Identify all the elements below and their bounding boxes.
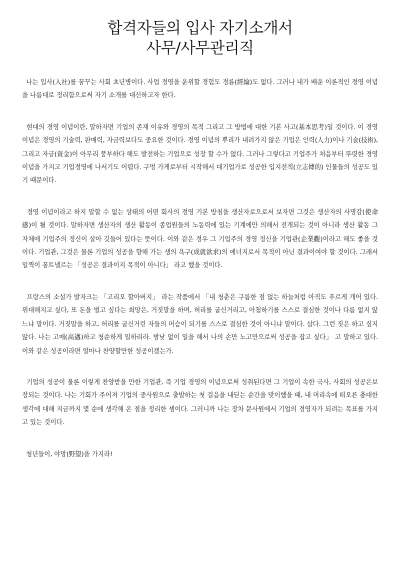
paragraph-intro: 나는 입사(入社)를 꿈꾸는 사회 초년병이다. 사업 경영을 운위할 경험도 경륜(經綸)도 없다. 그러나 내가 배운 이론적인 경영 이념을 나름대로 정리함으로써 자기 소개를 대신하고자 한다.: [22, 79, 378, 100]
document-subtitle: 사무/사무관리직: [146, 39, 254, 57]
paragraph-career-goal: 기업의 성공이 물론 이렇게 찬양받을 만한 기업관, 즉 기업 경영의 이념으로써 성취된다면 그 기업이 속한 국사, 사회의 성공은보장되는 것이다. 나는 기회가 주어져 기업의 중사원으로 출발하는 첫 걸음을 내딛는 순간을 맞이했을 때, 내 머리속에 떠오른 충대한 생각에 대해 지금까지 몇 순에 생각해 온 점을 정리한 셈이다. 그러니까 나는 장차 문사원에서 기업의 경영자가 되려는 목표를 가지고 있는 것이다.: [22, 378, 380, 427]
paragraph-closing: 청년들이, 야망(野望)을 가지라!: [22, 450, 113, 458]
paragraph-management-philosophy: 현대의 경영 이념이란, 말하자면 기업의 존재 이유와 경영의 목적 그리고 그 방법에 대한 기본 사고(基本思考)일 것이다. 이 경영 이념은 경영의 기술력, 판매력, 자금력보다도 중요한 것이다. 경영 이념의 뿌리가 내려가지 않은 기업은 인력(人力)이나 기술(技術), 그리고 자금(資金)이 아무리 풍부하다 해도 발전하는 기업으로 성장 할 수가 없다. 그러나 그렇다고 기업주가 처음부터 뚜렷한 경영 이념을 가지고 기업경영에 나서기도 어렵다. 구멍 가게로부터 시작해서 대기업가로 성공한 입지전적(立志傳的) 인물들의 성공도 있기 때문이다.: [22, 123, 380, 185]
document-title: 합격자들의 입사 자기소개서: [107, 19, 293, 37]
paragraph-business-view: 경영 이념이라고 하지 말할 수 없는 상태의 어떤 회사의 경영 기본 방침을 생산자로으로서 보자면 그것은 생산자의 사명감(使命感)이 될 것이다. 말하자면 생산자의 생산 활동이 종업원들의 노동력에 있는 기계에만 의해서 전개되는 것이 아니라 생산 활동 그 자체에 기업주의 정신이 살아 깃들어 있다는 뜻이다. 이와 같은 경우 그 기업주의 경영 정신을 기업관(企業觀)이라고 해도 좋을 것이다. 기업관, 그것은 물론 기업의 성공을 향해 가는 생의 욕구(成就欲求)의 에너지로서 목적이 아닌 결과이여야 할 것이다. 그래서 일찍이 퐁트넬르는 「성공은 결과이지 목적이 아니다」 라고 했을 것이다.: [22, 208, 380, 270]
paragraph-balzac-quote: 프랑스의 소설가 발자크는 「고리오 할아버지」 라는 작품에서 「내 청춘은 구름한 점 없는 하늘처럼 아직도 푸르게 개어 있다. 위대해지고 싶다, 또 돈을 벌고 싶다는 희망은, 거짓말을 하며, 허리를 굽신거리고, 아첨하기를 스스로 결심한 것이나 다름 없지 않느냐 말이다. 거짓말을 하고, 허리를 굽신거린 자들의 머슴이 되기를 스스로 결심한 것이 아니냐 말이다. 삽다. 그런 짓은 하고 싶지 않다. 나는 고매(高邁)하고 청순하게 일하리라. 밤낮 없이 일을 해서 나의 손만 노고만으로써 성공을 잡고 싶다」 고 말하고 있다. 이와 같은 성공이라면 얼마나 찬양할만한 성공이겠는가.: [22, 293, 380, 355]
